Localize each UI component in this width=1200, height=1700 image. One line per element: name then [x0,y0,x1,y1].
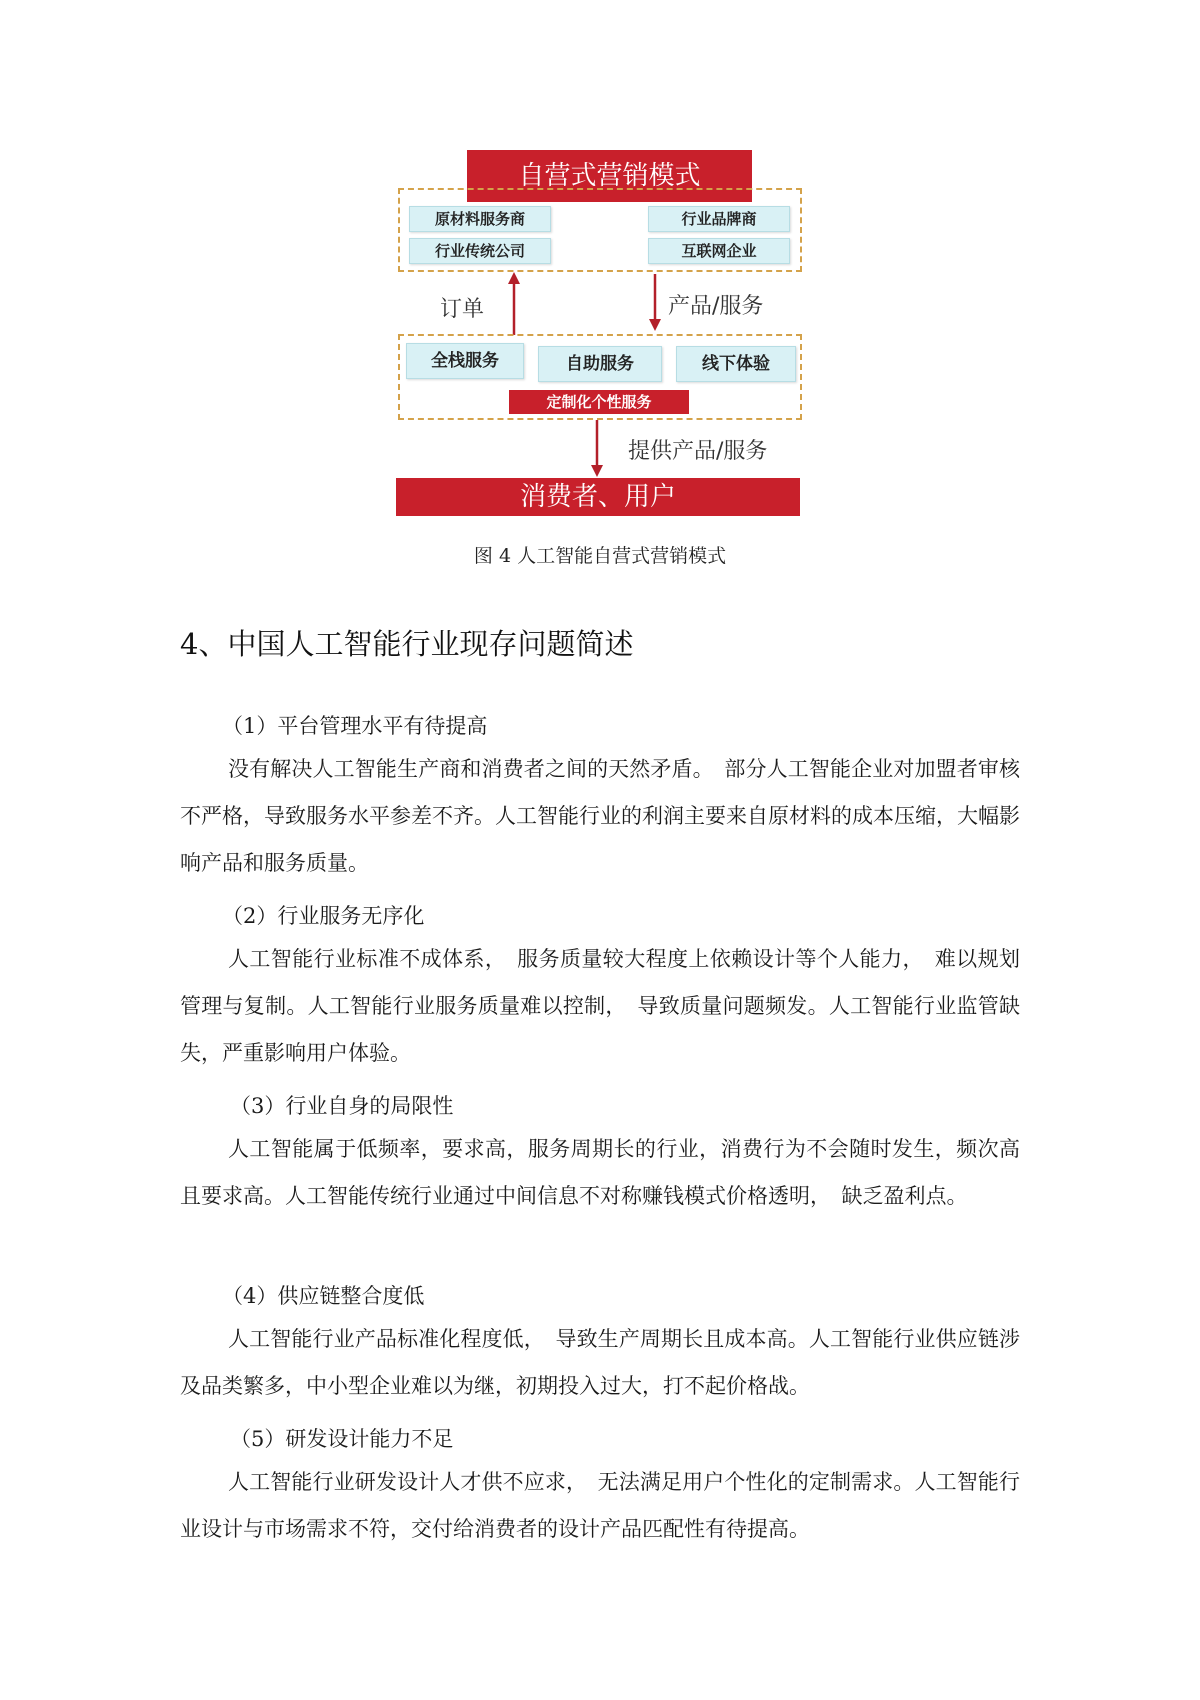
order-label: 订单 [440,297,485,322]
supplier-box-traditional: 行业传统公司 [409,238,551,264]
diagram-arrows [0,0,1200,540]
section-4-text: 人工智能行业产品标准化程度低， 导致生产周期长且成本高。人工智能行业供应链涉及品类繁多，中小型企业难以为继，初期投入过大，打不起价格战。 [180,1327,1020,1398]
section-3-title: （3）行业自身的局限性 [230,1094,454,1118]
section-2-title: （2）行业服务无序化 [222,904,425,928]
section-3-text: 人工智能属于低频率，要求高，服务周期长的行业，消费行为不会随时发生，频次高且要求高。人工智能传统行业通过中间信息不对称赚钱模式价格透明， 缺乏盈利点。 [180,1137,1020,1208]
service-box-full-stack: 全栈服务 [406,343,524,379]
section-5-title: （5）研发设计能力不足 [230,1427,454,1451]
diagram-top-title: 自营式营销模式 [467,150,752,202]
figure-caption: 图 4 人工智能自营式营销模式 [473,545,727,567]
section-2-text: 人工智能行业标准不成体系， 服务质量较大程度上依赖设计等个人能力， 难以规划管理与复制。人工智能行业服务质量难以控制， 导致质量问题频发。人工智能行业监管缺失，严重影响用户体验。 [180,947,1020,1065]
supplier-box-brand: 行业品牌商 [648,206,790,232]
diagram-bottom-title: 消费者、用户 [396,478,800,516]
order-arrow-head [508,272,520,284]
service-box-offline: 线下体验 [676,346,796,382]
section-1-title: （1）平台管理水平有待提高 [222,714,488,738]
service-box-self-service: 自助服务 [538,346,662,382]
section-1-text: 没有解决人工智能生产商和消费者之间的天然矛盾。 部分人工智能企业对加盟者审核不严格，导致服务水平参差不齐。人工智能行业的利润主要来自原材料的成本压缩，大幅影响产品和服务质量。 [180,757,1020,875]
custom-service-bar: 定制化个性服务 [509,390,689,414]
product-arrow-head [649,319,661,331]
provide-arrow-head [591,465,603,477]
section-heading: 4、中国人工智能行业现存问题简述 [180,627,634,661]
supplier-box-internet: 互联网企业 [648,238,790,264]
provide-product-service-label: 提供产品/服务 [628,439,768,464]
section-5-text: 人工智能行业研发设计人才供不应求， 无法满足用户个性化的定制需求。人工智能行业设计与市场需求不符，交付给消费者的设计产品匹配性有待提高。 [180,1470,1020,1541]
supplier-box-raw-material: 原材料服务商 [409,206,551,232]
section-4-title: （4）供应链整合度低 [222,1284,425,1308]
product-service-label: 产品/服务 [668,294,764,319]
